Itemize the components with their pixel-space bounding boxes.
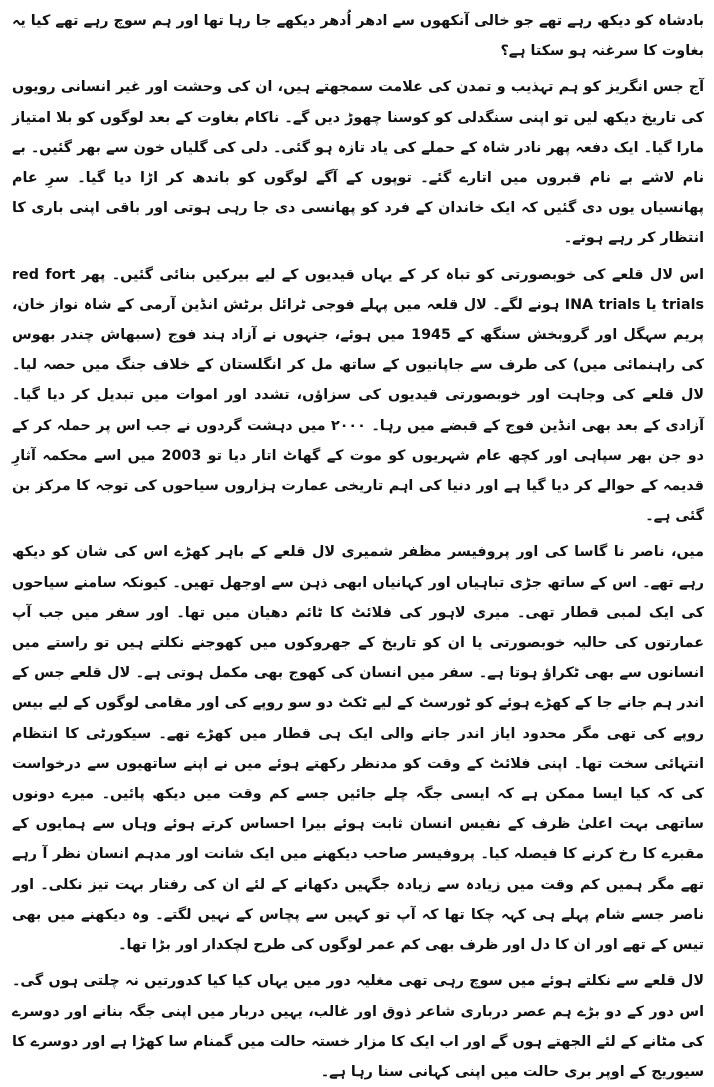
paragraph-1: بادشاہ کو دیکھ رہے تھے جو خالی آنکھوں سے ادھر اُدھر دیکھے جا رہا تھا اور ہم سوچ رہے تھے کیا یہ بغاوت کا سرغنہ ہو سکتا ہے؟ xyxy=(12,13,704,60)
paragraph-5: لال قلعے سے نکلتے ہوئے میں سوچ رہی تھی مغلیہ دور میں یہاں کیا کیا کدورتیں نہ چلتی ہوں گی۔ اس دور کے دو بڑے ہم عصر درباری شاعر ذوق اور غالب، یہیں دربار میں اپنی جگہ بنانے اور دوسرے کی مٹانے کے لئے الجھتے ہوں گے اور اب ایک کا مزار خستہ حالت میں گمنام سا کھڑا ہے اور دوسرے کا سیوریج کے اوپر بری حالت میں اپنی کہانی سنا رہا ہے۔ xyxy=(12,973,704,1080)
paragraph-3: اس لال قلعے کی خوبصورتی کو تباہ کر کے یہاں قیدیوں کے لیے بیرکیں بنائی گئیں۔ پھر red fort trials یا INA trials ہونے لگے۔ لال قلعہ میں پہلے فوجی ٹرائل برٹش انڈین آرمی کے شاہ نواز خان، پریم سہگل اور گروبخش سنگھ کے 1945 میں ہوئے، جنہوں نے آزاد ہند فوج (سبھاش چندر بھوس کی راہنمائی میں) کی طرف سے جاپانیوں کے ساتھ مل کر انگلستان کے خلاف جنگ میں حصہ لیا۔ لال قلعے کی وجاہت اور خوبصورتی قیدیوں کی سزاؤں، تشدد اور اموات میں تبدیل کر دیا گیا۔ آزادی کے بعد بھی انڈین فوج کے قبضے میں رہا۔ ۲۰۰۰ میں دہشت گردوں نے جب اس پر حملہ کر کے دو جن بھر سپاہی اور کچھ عام شہریوں کو موت کے گھاٹ اتار دیا تو 2003 میں اسے محکمہ آثارِ قدیمہ کے حوالے کر دیا گیا ہے اور دنیا کی اہم تاریخی عمارت ہزاروں سیاحوں کی توجہ کا مرکز بن گئی ہے۔ xyxy=(12,266,705,525)
paragraph-4: میں، ناصر نا گاسا کی اور پروفیسر مظفر شمیری لال قلعے کے باہر کھڑے اس کی شان کو دیکھ رہے تھے۔ اس کے ساتھ جڑی تباہیاں اور کہانیاں ابھی ذہن سے اوجھل تھیں۔ کیونکہ سامنے سیاحوں کی ایک لمبی قطار تھی۔ میری لاہور کی فلائٹ کا ٹائم دھیان میں تھا۔ اور سفر میں جب آپ عمارتوں کی حالیہ خوبصورتی یا ان کو تاریخ کے جھروکوں میں کھوجنے نکلتے ہیں تو راستے میں انسانوں سے بھی ٹکراؤ ہوتا ہے۔ سفر میں انسان کی کھوج بھی مکمل ہوتی ہے۔ لال قلعے جس کے اندر ہم جانے جا کے کھڑے ہوئے کو ٹورسٹ کے لیے ٹکٹ دو سو روپے کی اور مقامی لوگوں کے لیے بیس روپے کی تھی مگر محدود ایاز اندر جانے والی ایک ہی قطار میں کھڑے تھے۔ سیکورٹی کا انتظام انتہائی سخت تھا۔ اپنی فلائٹ کے وقت کو مدنظر رکھتے ہوئے میں نے اپنے ساتھیوں سے درخواست کی کہ کیا ایسا ممکن ہے کہ ایسی جگہ چلے جائیں جسے کم وقت میں دیکھ پائیں۔ میرے دونوں ساتھی بہت اعلیٰ ظرف کے نفیس انسان ثابت ہوئے بیرا احساس کرتے ہوئے وہاں سے ہمایوں کے مقبرے کا رخ کرنے کا فیصلہ کیا۔ پروفیسر صاحب دیکھنے میں ایک شانت اور مدہم انسان نظر آ رہے تھے مگر ہمیں کم وقت میں زیادہ سے زیادہ جگہیں دکھانے کے لئے ان کی رفتار بہت تیز نکلی۔ اور ناصر جسے شام پہلے ہی کہہ چکا تھا کہ آپ تو کہیں سے پچاس کے نہیں لگتے۔ وہ دیکھنے میں بھی تیس کے تھے اور ان کا دل اور ظرف بھی کم عمر لوگوں کی طرح لچکدار اور بڑا تھا۔ xyxy=(12,544,704,954)
paragraph-2: آج جس انگریز کو ہم تہذیب و تمدن کی علامت سمجھتے ہیں، ان کی وحشت اور غیر انسانی رویوں کی تاریخ دیکھ لیں تو اپنی سنگدلی کو کوسنا چھوڑ دیں گے۔ ناکام بغاوت کے بعد لوگوں کو بلا امتیاز مارا گیا۔ ایک دفعہ پھر نادر شاہ کے حملے کی یاد تازہ ہو گئی۔ دلی کی گلیاں خون سے بھر گئیں۔ بے نام لاشے بے نام قبروں میں اتارے گئے۔ توپوں کے آگے لوگوں کو باندھ کر اڑا دیا گیا۔ سرِ عام پھانسیاں یوں دی گئیں کہ ایک خاندان کے فرد کو پھانسی دی جا رہی ہوتی اور باقی اپنی باری کا انتظار کر رہے ہوتے۔ xyxy=(12,79,704,247)
